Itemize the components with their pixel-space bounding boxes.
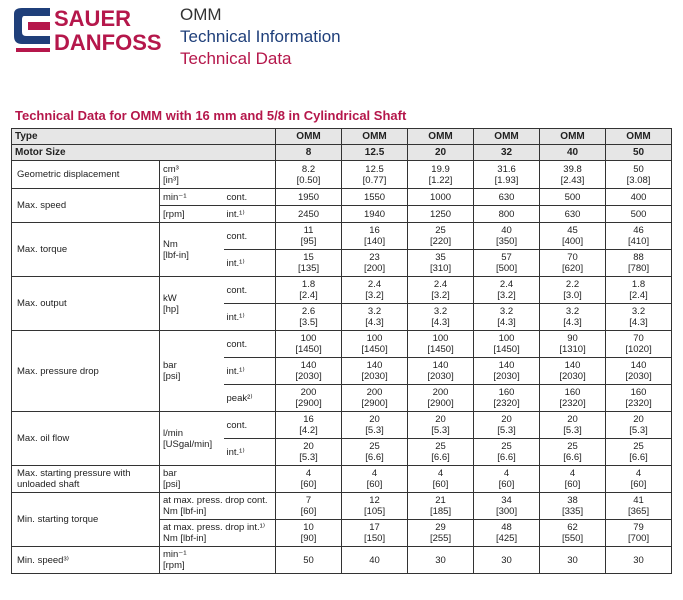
value-cell: 160 [2320] [606,385,672,412]
value-cell: 3.2 [4.3] [606,304,672,331]
value-cell: 23 [200] [342,250,408,277]
value-cell: 29 [255] [408,520,474,547]
type-label: Type [12,129,276,145]
value-cell: 30 [474,547,540,574]
value-cell: 100 [1450] [408,331,474,358]
value-cell: 3.2 [4.3] [474,304,540,331]
value-cell: 50 [3.08] [606,161,672,189]
value-cell: 1.8 [2.4] [606,277,672,304]
value-cell: 20 [5.3] [540,412,606,439]
value-cell: 800 [474,206,540,223]
value-cell: 200 [2900] [276,385,342,412]
min-speed-row [12,547,672,574]
value-cell: 1000 [408,189,474,206]
type-cell: OMM [276,129,342,145]
value-cell: 19.9 [1.22] [408,161,474,189]
unit-cell: min⁻¹ [160,189,224,206]
param-label: Max. pressure drop [12,331,160,412]
value-cell: 48 [425] [474,520,540,547]
unit-cell: l/min [USgal/min] [160,412,224,466]
value-cell: 4 [60] [474,466,540,493]
value-cell: 17 [150] [342,520,408,547]
value-cell: 8.2 [0.50] [276,161,342,189]
value-cell: 100 [1450] [342,331,408,358]
brand-swirl-icon [14,8,50,52]
value-cell: 50 [276,547,342,574]
param-label: Min. speed³⁾ [12,547,160,574]
size-cell: 12.5 [342,145,408,161]
value-cell: 3.2 [4.3] [408,304,474,331]
brand-sauer: SAUER [54,6,132,31]
unit-cell: cm³ [in³] [160,161,276,189]
value-cell: 200 [2900] [408,385,474,412]
value-cell: 2.4 [3.2] [408,277,474,304]
value-cell: 39.8 [2.43] [540,161,606,189]
value-cell: 500 [606,206,672,223]
value-cell: 45 [400] [540,223,606,250]
value-cell: 2.6 [3.5] [276,304,342,331]
value-cell: 20 [5.3] [408,412,474,439]
size-cell: 40 [540,145,606,161]
value-cell: 1250 [408,206,474,223]
value-cell: 34 [300] [474,493,540,520]
value-cell: 30 [540,547,606,574]
sub-label: int.¹⁾ [224,439,276,466]
value-cell: 140 [2030] [474,358,540,385]
document-header [180,4,341,70]
sub-label: cont. [224,412,276,439]
max-torque-row [12,223,672,250]
unit-cell: bar [psi] [160,466,276,493]
unit-cell: bar [psi] [160,331,224,412]
param-label: Max. output [12,277,160,331]
value-cell: 140 [2030] [408,358,474,385]
value-cell: 79 [700] [606,520,672,547]
sub-label: int.¹⁾ [224,206,276,223]
value-cell: 4 [60] [342,466,408,493]
type-cell: OMM [342,129,408,145]
value-cell: 4 [60] [408,466,474,493]
brand-danfoss: DANFOSS [54,30,162,54]
value-cell: 10 [90] [276,520,342,547]
value-cell: 90 [1310] [540,331,606,358]
value-cell: 140 [2030] [540,358,606,385]
value-cell: 2.4 [3.2] [342,277,408,304]
size-cell: 50 [606,145,672,161]
value-cell: 46 [410] [606,223,672,250]
value-cell: 35 [310] [408,250,474,277]
sauer-danfoss-logo [10,6,176,54]
value-cell: 11 [95] [276,223,342,250]
max-speed-row [12,189,672,206]
value-cell: 630 [540,206,606,223]
value-cell: 7 [60] [276,493,342,520]
value-cell: 1550 [342,189,408,206]
value-cell: 630 [474,189,540,206]
value-cell: 15 [135] [276,250,342,277]
value-cell: 3.2 [4.3] [342,304,408,331]
value-cell: 25 [6.6] [540,439,606,466]
value-cell: 62 [550] [540,520,606,547]
value-cell: 400 [606,189,672,206]
value-cell: 30 [606,547,672,574]
sub-label: cont. [224,223,276,250]
value-cell: 140 [2030] [342,358,408,385]
type-cell: OMM [474,129,540,145]
unit-cell: [rpm] [160,206,224,223]
value-cell: 30 [408,547,474,574]
value-cell: 140 [2030] [276,358,342,385]
value-cell: 20 [5.3] [474,412,540,439]
unit-cell: min⁻¹ [rpm] [160,547,276,574]
value-cell: 57 [500] [474,250,540,277]
product-name: OMM [180,5,222,24]
value-cell: 16 [4.2] [276,412,342,439]
param-label: Max. starting pressure with unloaded shaft [12,466,160,493]
size-cell: 8 [276,145,342,161]
type-cell: OMM [540,129,606,145]
size-cell: 32 [474,145,540,161]
max-pressure-drop-row [12,331,672,358]
sub-label: cont. [224,189,276,206]
value-cell: 160 [2320] [474,385,540,412]
value-cell: 2.2 [3.0] [540,277,606,304]
value-cell: 4 [60] [540,466,606,493]
max-output-row [12,277,672,304]
max-oil-flow-row [12,412,672,439]
value-cell: 25 [220] [408,223,474,250]
value-cell: 4 [60] [606,466,672,493]
value-cell: 1940 [342,206,408,223]
value-cell: 1.8 [2.4] [276,277,342,304]
value-cell: 12 [105] [342,493,408,520]
sub-label: peak²⁾ [224,385,276,412]
value-cell: 70 [620] [540,250,606,277]
value-cell: 88 [780] [606,250,672,277]
sub-label: cont. [224,277,276,304]
value-cell: 20 [5.3] [276,439,342,466]
unit-cell: at max. press. drop int.¹⁾ Nm [lbf-in] [160,520,276,547]
technical-data-table [11,128,672,574]
motor-size-label: Motor Size [12,145,276,161]
motor-size-row [12,145,672,161]
geometric-displacement-row [12,161,672,189]
value-cell: 1950 [276,189,342,206]
value-cell: 40 [342,547,408,574]
value-cell: 3.2 [4.3] [540,304,606,331]
min-starting-torque-row [12,493,672,520]
value-cell: 40 [350] [474,223,540,250]
value-cell: 25 [6.6] [408,439,474,466]
param-label: Max. torque [12,223,160,277]
value-cell: 100 [1450] [276,331,342,358]
section-name: Technical Data [180,49,292,68]
type-cell: OMM [408,129,474,145]
value-cell: 38 [335] [540,493,606,520]
value-cell: 25 [6.6] [474,439,540,466]
value-cell: 4 [60] [276,466,342,493]
unit-cell: kW [hp] [160,277,224,331]
value-cell: 100 [1450] [474,331,540,358]
value-cell: 140 [2030] [606,358,672,385]
size-cell: 20 [408,145,474,161]
document-type: Technical Information [180,27,341,46]
param-label: Max. oil flow [12,412,160,466]
param-label: Min. starting torque [12,493,160,547]
value-cell: 41 [365] [606,493,672,520]
value-cell: 160 [2320] [540,385,606,412]
value-cell: 25 [6.6] [342,439,408,466]
unit-cell: Nm [lbf-in] [160,223,224,277]
value-cell: 25 [6.6] [606,439,672,466]
max-starting-pressure-row [12,466,672,493]
value-cell: 31.6 [1.93] [474,161,540,189]
value-cell: 70 [1020] [606,331,672,358]
value-cell: 500 [540,189,606,206]
value-cell: 2450 [276,206,342,223]
value-cell: 21 [185] [408,493,474,520]
param-label: Geometric displacement [12,161,160,189]
sub-label: int.¹⁾ [224,358,276,385]
sub-label: int.¹⁾ [224,250,276,277]
value-cell: 20 [5.3] [342,412,408,439]
sub-label: cont. [224,331,276,358]
type-cell: OMM [606,129,672,145]
value-cell: 2.4 [3.2] [474,277,540,304]
type-row [12,129,672,145]
table-title: Technical Data for OMM with 16 mm and 5/8 in Cylindrical Shaft [15,108,407,123]
sub-label: int.¹⁾ [224,304,276,331]
value-cell: 20 [5.3] [606,412,672,439]
param-label: Max. speed [12,189,160,223]
value-cell: 12.5 [0.77] [342,161,408,189]
value-cell: 16 [140] [342,223,408,250]
unit-cell: at max. press. drop cont. Nm [lbf-in] [160,493,276,520]
value-cell: 200 [2900] [342,385,408,412]
